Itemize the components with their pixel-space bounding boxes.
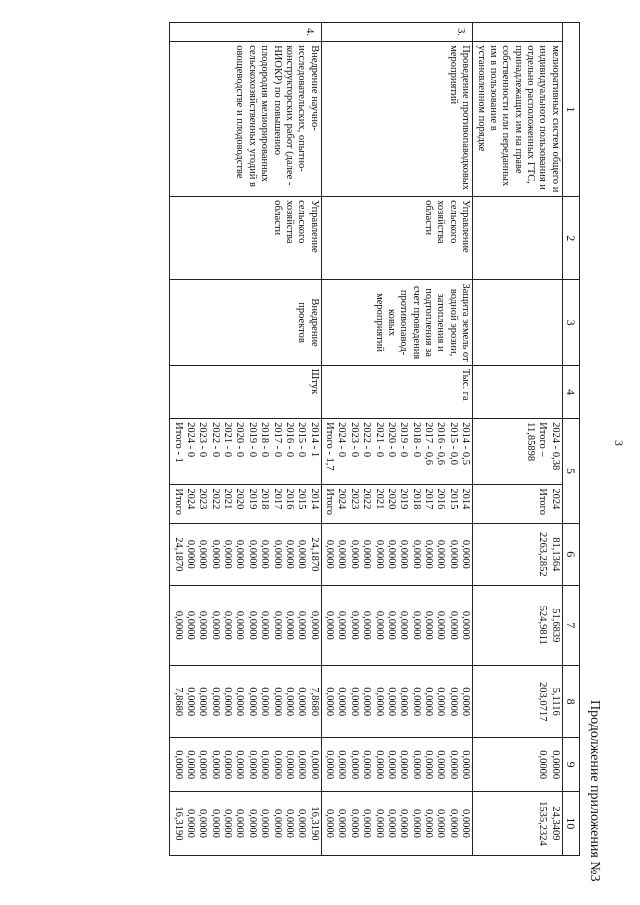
cell-target-values: 2024 - 0,38 Итого – 11,85898 [473,419,563,485]
cell-col9: 0,0000 0,0000 0,0000 0,0000 0,0000 0,0000 0,0000 0,0000 0,0000 0,0000 0,0000 0,0000 [321,738,473,791]
cell-col6: 81,1364 2263,2852 [473,523,563,585]
cell-executor: Управление сельского хозяйства области [170,197,322,280]
cell-col10: 0,0000 0,0000 0,0000 0,0000 0,0000 0,0000 0,0000 0,0000 0,0000 0,0000 0,0000 0,0000 [321,791,473,855]
table-row-3 [321,23,473,856]
cell-activity: мелиоративных систем общего и индивидуального пользования и отдельно расположенных ГТС, принадлежащих им на праве собственности или переданных им в пользование в установленном порядке [473,42,563,197]
cell-executor: Управление сельского хозяйства области [321,197,473,280]
table-row-continuation [473,23,563,856]
header-col-1: 1 [562,23,579,197]
cell-activity: Внедрение научно-исследовательских, опытно-конструкторских работ (далее - НИОКР) по повышению плодородия мелиорированных сельскохозяйственных угодий в овощеводстве и плодоводстве [170,42,322,197]
cell-num [473,23,563,42]
cell-col9: 0,0000 0,0000 0,0000 0,0000 0,0000 0,0000 0,0000 0,0000 0,0000 0,0000 0,0000 0,0000 [170,738,322,791]
table-row-4 [170,23,322,856]
row-number: 3. [321,23,473,42]
cell-years: 2024 Итого [473,485,563,523]
cell-target-values: 2014 - 0,5 2015 - 0,0 2016 - 0,6 2017 - 0,6 2018 - 0 2019 - 0 2020 - 0 2021 - 0 2022 - 0 2023 - 0 2024 - 0 Итого - 1,7 [321,419,473,485]
cell-col7: 0,0000 0,0000 0,0000 0,0000 0,0000 0,0000 0,0000 0,0000 0,0000 0,0000 0,0000 0,0000 [170,585,322,665]
cell-col6: 0,0000 0,0000 0,0000 0,0000 0,0000 0,0000 0,0000 0,0000 0,0000 0,0000 0,0000 0,0000 [321,523,473,585]
header-col-10: 10 [562,791,579,855]
header-row [562,23,579,856]
cell-indicator: Внедрение проектов [170,280,322,365]
budget-table [169,22,580,856]
cell-col10: 16,3190 0,0000 0,0000 0,0000 0,0000 0,0000 0,0000 0,0000 0,0000 0,0000 0,0000 16,3190 [170,791,322,855]
cell-unit: Тыс. га [321,365,473,418]
cell-col8: 5,1116 203,0717 [473,665,563,738]
page-number: 3 [612,440,626,446]
cell-col9: 0,0000 0,0000 [473,738,563,791]
cell-col8: 7,8680 0,0000 0,0000 0,0000 0,0000 0,0000 0,0000 0,0000 0,0000 0,0000 0,0000 7,8680 [170,665,322,738]
appendix-title: Продолжение приложения №3 [587,700,602,882]
cell-col8: 0,0000 0,0000 0,0000 0,0000 0,0000 0,0000 0,0000 0,0000 0,0000 0,0000 0,0000 0,0000 [321,665,473,738]
cell-activity: Проведение противопаводковых мероприятий [321,42,473,197]
header-col-4: 4 [562,365,579,418]
cell-years: 2014 2015 2016 2017 2018 2019 2020 2021 2022 2023 2024 Итого [170,485,322,523]
header-col-3: 3 [562,280,579,365]
cell-col6: 24,1870 0,0000 0,0000 0,0000 0,0000 0,0000 0,0000 0,0000 0,0000 0,0000 0,0000 24,1870 [170,523,322,585]
cell-col7: 0,0000 0,0000 0,0000 0,0000 0,0000 0,0000 0,0000 0,0000 0,0000 0,0000 0,0000 0,0000 [321,585,473,665]
cell-indicator: Защита земель от водной эрозии, затопления и подтопления за счет проведения противопавод-ковых мероприятий [321,280,473,365]
header-col-9: 9 [562,738,579,791]
header-col-7: 7 [562,585,579,665]
cell-unit [473,365,563,418]
header-col-6: 6 [562,523,579,585]
header-col-5: 5 [562,419,579,524]
cell-unit: Штук [170,365,322,418]
cell-target-values: 2014 - 1 2015 - 0 2016 - 0 2017 - 0 2018 - 0 2019 - 0 2020 - 0 2021 - 0 2022 - 0 2023 - 0 2024 - 0 Итого - 1 [170,419,322,485]
header-col-2: 2 [562,197,579,280]
cell-col7: 51,6839 524,9811 [473,585,563,665]
cell-col10: 24,3409 1535,2324 [473,791,563,855]
header-col-8: 8 [562,665,579,738]
cell-indicator [473,280,563,365]
row-number: 4. [170,23,322,42]
cell-years: 2014 2015 2016 2017 2018 2019 2020 2021 2022 2023 2024 Итого [321,485,473,523]
cell-executor [473,197,563,280]
